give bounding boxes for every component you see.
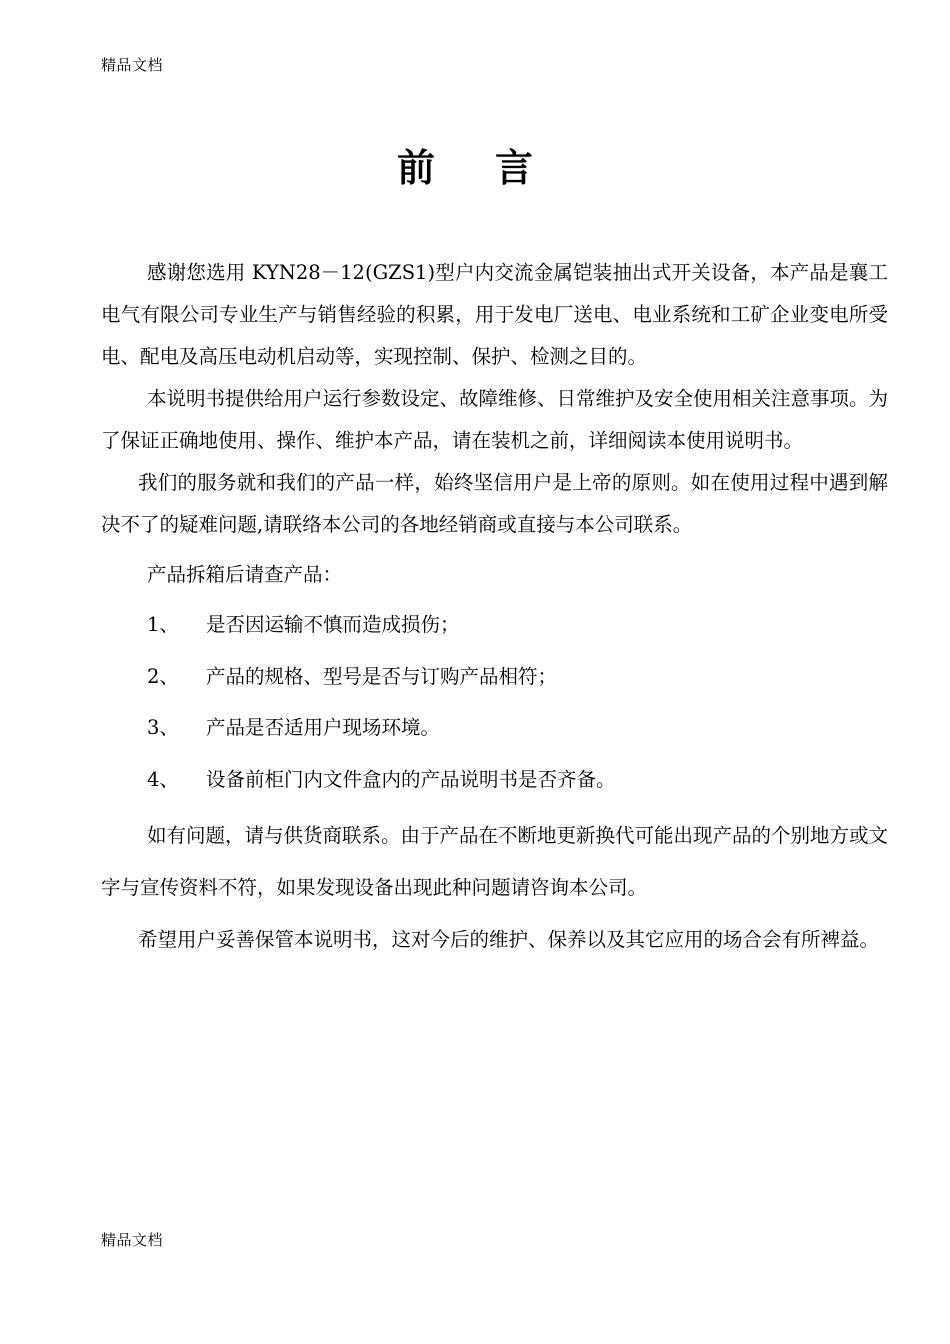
paragraph-keep-manual: 希望用户妥善保管本说明书，这对今后的维护、保养以及其它应用的场合会有所裨益。 — [138, 928, 880, 952]
list-item-text: 产品的规格、型号是否与订购产品相符； — [206, 664, 558, 688]
paragraph-thanks: 感谢您选用 KYN28－12(GZS1)型户内交流金属铠装抽出式开关设备，本产品是襄工电气有限公司专业生产与销售经验的积累，用于发电厂送电、电业系统和工矿企业变电所受电、配电及高压电动机启动等，实现控制、保护、检测之目的。 — [101, 261, 888, 368]
list-item — [101, 604, 888, 646]
list-item — [101, 759, 888, 801]
list-item-text: 设备前柜门内文件盒内的产品说明书是否齐备。 — [206, 767, 616, 791]
paragraph-contact-supplier: 如有问题，请与供货商联系。由于产品在不断地更新换代可能出现产品的个别地方或文字与宣传资料不符，如果发现设备出现此种问题请咨询本公司。 — [101, 824, 889, 900]
list-item-number: 4、 — [147, 767, 179, 791]
list-item-number: 2、 — [147, 664, 179, 688]
preface-body — [101, 252, 888, 966]
list-item-text: 产品是否适用户现场环境。 — [206, 716, 441, 740]
list-item-text: 是否因运输不慎而造成损伤； — [206, 613, 460, 636]
page-footer-label: 精品文档 — [101, 1231, 164, 1249]
list-item — [101, 656, 888, 698]
paragraph-manual-purpose: 本说明书提供给用户运行参数设定、故障维修、日常维护及安全使用相关注意事项。为了保证正确地使用、操作、维护本产品，请在装机之前，详细阅读本使用说明书。 — [101, 387, 889, 452]
list-item — [101, 707, 888, 749]
page-header-label: 精品文档 — [101, 56, 164, 74]
page-title: 前言 — [396, 146, 593, 190]
paragraph-service: 我们的服务就和我们的产品一样，始终坚信用户是上帝的原则。如在使用过程中遇到解决不了的疑难问题,请联络本公司的各地经销商或直接与本公司联系。 — [101, 471, 888, 536]
list-item-number: 3、 — [147, 716, 179, 740]
checklist-intro: 产品拆箱后请查产品： — [147, 563, 343, 586]
list-item-number: 1、 — [147, 613, 179, 636]
unpacking-checklist — [101, 604, 888, 801]
